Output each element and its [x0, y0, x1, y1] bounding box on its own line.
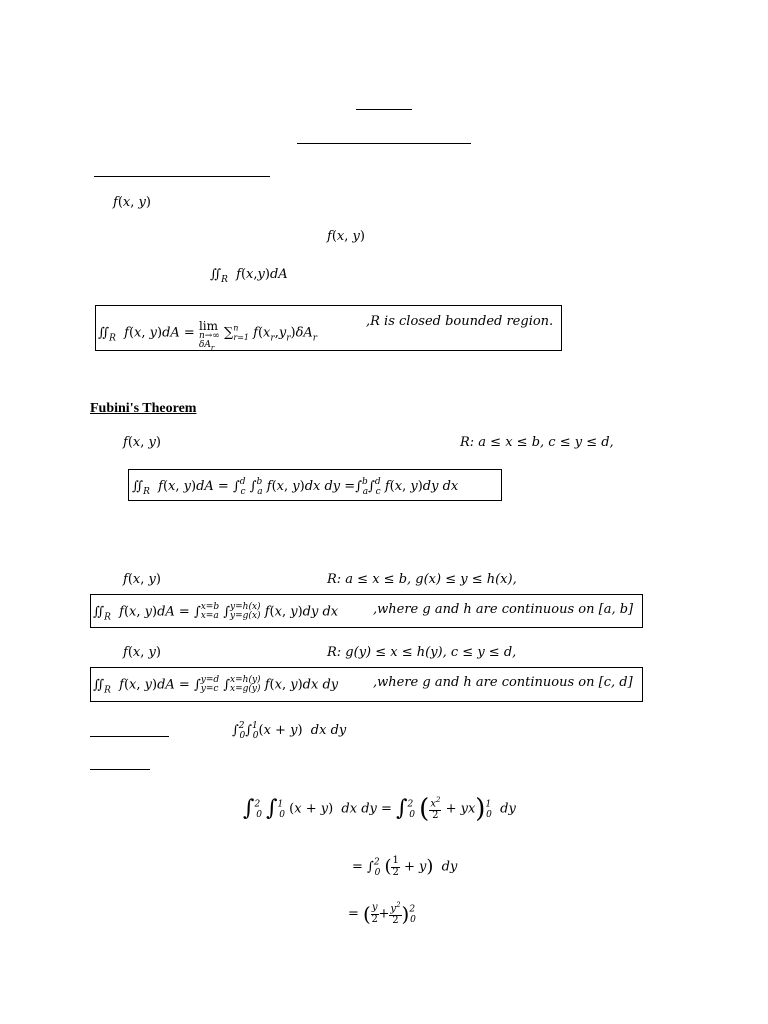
fubini-heading: Fubini's Theorem [90, 401, 197, 416]
case2-formula: $∬_R$ f(x, y)dA = ∫ x=b x=a ∫ y=h(x) y=g(x) f(x, y)dy dx [93, 602, 339, 623]
solution-heading-rule [90, 769, 150, 770]
example-heading-rule [90, 736, 169, 737]
function-label-2: f(x, y) [327, 229, 365, 244]
solution-step-2: = ∫$^2_0$ ( $\frac{1}{2}$ + y) dy [352, 855, 458, 878]
title-rule-long [297, 143, 471, 144]
case1-formula: $∬_R$ f(x, y)dA = ∫$^d_c$ ∫$^b_a$ f(x, y)dx dy =∫$^b_a$∫$^d_c$ f(x, y)dy dx [132, 477, 459, 497]
case3-function: f(x, y) [123, 645, 161, 660]
definition-note: ,R is closed bounded region. [366, 314, 554, 329]
double-integral-expression: $∬_R$ f(x,y)dA [210, 267, 288, 285]
case3-note: ,where g and h are continuous on [c, d] [373, 675, 633, 690]
function-label-1: f(x, y) [113, 195, 151, 210]
case1-function: f(x, y) [123, 435, 161, 450]
definition-formula: $∬_R$ f(x, y)dA = lim n→∞ $\delta A_r$ ∑$^n_{r=1}$ $f(x_r,y_r)\delta A_r$ [98, 319, 318, 352]
case2-region: R: a ≤ x ≤ b, g(x) ≤ y ≤ h(x), [327, 572, 517, 587]
case2-note: ,where g and h are continuous on [a, b] [373, 602, 634, 617]
case2-function: f(x, y) [123, 572, 161, 587]
solution-step-3: = ( $\frac{y}{2}$ + $\frac{y^2}{2}$ )$^2_0$ [348, 901, 416, 927]
case1-region: R: a ≤ x ≤ b, c ≤ y ≤ d, [460, 435, 614, 450]
title-rule-short [356, 109, 412, 110]
example-problem: ∫$^2_0$∫$^1_0$(x + y) dx dy [232, 721, 347, 741]
section-heading-rule [94, 176, 270, 177]
case3-region: R: g(y) ≤ x ≤ h(y), c ≤ y ≤ d, [327, 645, 517, 660]
solution-step-1: ∫$^2_0$ ∫$^1_0$ (x + y) dx dy = ∫$^2_0$ ( $\frac{x^2}{2}$ + yx)$^1_0$ dy [243, 794, 516, 824]
case3-formula: $∬_R$ f(x, y)dA = ∫ y=d y=c ∫ x=h(y) x=g(y) f(x, y)dx dy [93, 675, 339, 696]
